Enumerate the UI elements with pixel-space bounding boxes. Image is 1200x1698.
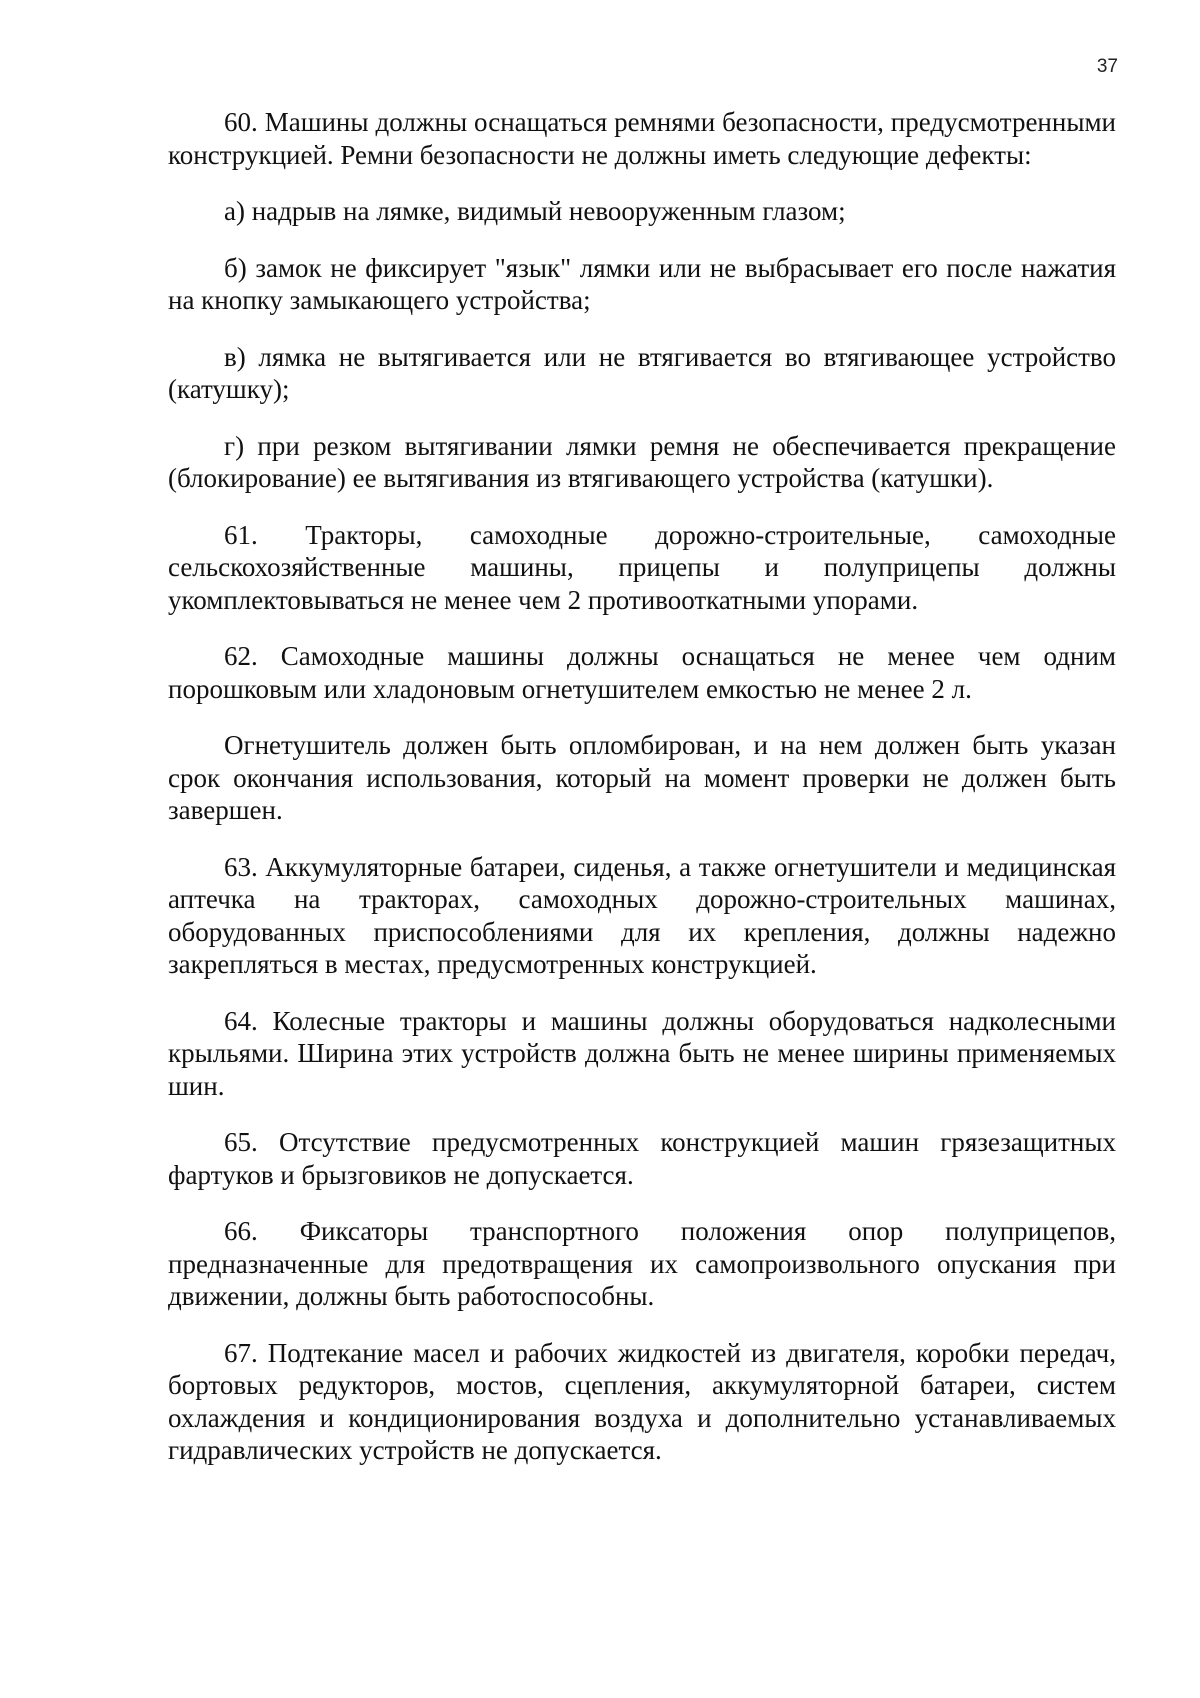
paragraph-67: 67. Подтекание масел и рабочих жидкостей из двигателя, коробки передач, бортовых редукторов, мостов, сцепления, аккумуляторной батареи, систем охлаждения и кондиционирования воздуха и дополнительно устанавливаемых гидравлических устройств не допускается. bbox=[168, 1337, 1116, 1465]
paragraph-60: 60. Машины должны оснащаться ремнями безопасности, предусмотренными конструкцией. Ремни безопасности не должны иметь следующие дефекты: bbox=[168, 107, 1116, 170]
paragraph-62-extinguisher-note: Огнетушитель должен быть опломбирован, и на нем должен быть указан срок окончания использования, который на момент проверки не должен быть завершен. bbox=[168, 730, 1116, 825]
paragraph-62: 62. Самоходные машины должны оснащаться не менее чем одним порошковым или хладоновым огнетушителем емкостью не менее 2 л. bbox=[168, 641, 1116, 704]
paragraph-60-item-v: в) лямка не вытягивается или не втягивается во втягивающее устройство (катушку); bbox=[168, 341, 1116, 404]
paragraph-63: 63. Аккумуляторные батареи, сиденья, а также огнетушители и медицинская аптечка на тракторах, самоходных дорожно-строительных машинах, оборудованных приспособлениями для их крепления, должны надежно закрепляться в местах, предусмотренных конструкцией. bbox=[168, 851, 1116, 979]
paragraph-60-item-b: б) замок не фиксирует "язык" лямки или не выбрасывает его после нажатия на кнопку замыкающего устройства; bbox=[168, 252, 1116, 315]
paragraph-60-item-g: г) при резком вытягивании лямки ремня не обеспечивается прекращение (блокирование) ее вытягивания из втягивающего устройства (катушки). bbox=[168, 430, 1116, 493]
document-body bbox=[168, 106, 1116, 1489]
paragraph-65: 65. Отсутствие предусмотренных конструкцией машин грязезащитных фартуков и брызговиков не допускается. bbox=[168, 1127, 1116, 1190]
paragraph-64: 64. Колесные тракторы и машины должны оборудоваться надколесными крыльями. Ширина этих устройств должна быть не менее ширины применяемых шин. bbox=[168, 1005, 1116, 1101]
page-number: 37 bbox=[1096, 56, 1118, 77]
paragraph-66: 66. Фиксаторы транспортного положения опор полуприцепов, предназначенные для предотвращения их самопроизвольного опускания при движении, должны быть работоспособны. bbox=[168, 1216, 1116, 1311]
paragraph-61: 61. Тракторы, самоходные дорожно-строительные, самоходные сельскохозяйственные машины, прицепы и полуприцепы должны укомплектовываться не менее чем 2 противооткатными упорами. bbox=[168, 519, 1116, 615]
paragraph-60-item-a: а) надрыв на лямке, видимый невооруженным глазом; bbox=[224, 196, 846, 226]
